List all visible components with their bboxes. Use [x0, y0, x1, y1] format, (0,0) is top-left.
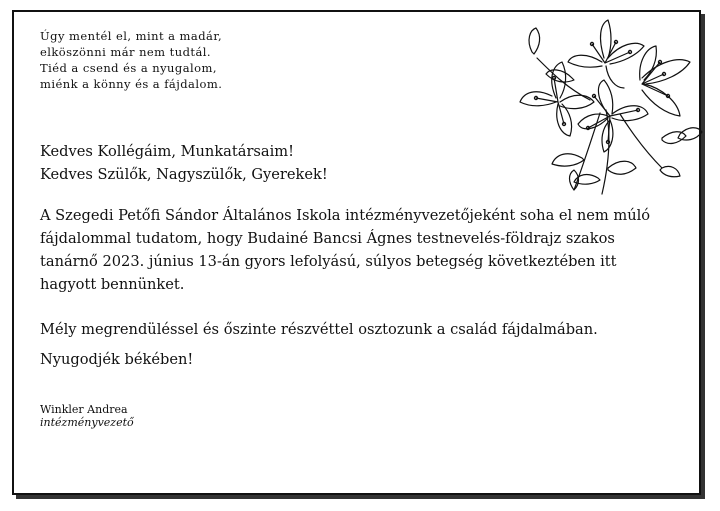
signature-role: intézményvezető	[40, 416, 134, 429]
memorial-poem	[40, 28, 222, 92]
greeting	[40, 140, 660, 186]
farewell-line: Nyugodjék békében!	[40, 351, 194, 368]
condolence-line: Mély megrendüléssel és őszinte részvéttel osztozunk a család fájdalmában.	[40, 321, 598, 338]
greeting-line-2: Kedves Szülők, Nagyszülők, Gyerekek!	[40, 166, 328, 183]
announcement-paragraph: A Szegedi Petőfi Sándor Általános Iskola intézményvezetőjeként soha el nem múló fájdalommal tudatom, hogy Budainé Bancsi Ágnes testnevelés-földrajz szakos tanárnő 2023. június 13-án gyors lefolyású, súlyos betegség következtében itt hagyott bennünket.	[40, 207, 651, 293]
poem-line-3: Tiéd a csend és a nyugalom,	[40, 61, 217, 75]
signature-block	[40, 403, 134, 429]
poem-line-2: elköszönni már nem tudtál.	[40, 45, 211, 59]
poem-line-1: Úgy mentél el, mint a madár,	[40, 29, 223, 43]
signature-name: Winkler Andrea	[40, 403, 128, 416]
greeting-line-1: Kedves Kollégáim, Munkatársaim!	[40, 143, 294, 160]
poem-line-4: miénk a könny és a fájdalom.	[40, 77, 223, 91]
